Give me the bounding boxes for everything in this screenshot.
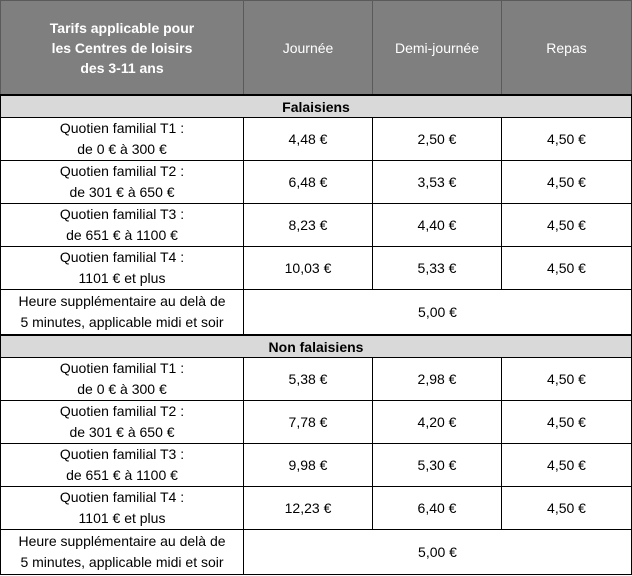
table-row — [1, 118, 632, 161]
row-label-line-1: Quotien familial T4 : — [59, 489, 185, 505]
row-label-line-2: 1101 € et plus — [78, 510, 166, 526]
row-label-cell — [1, 204, 244, 247]
extra-hour-price: 5,00 € — [244, 530, 632, 575]
row-label-line-2: de 0 € à 300 € — [77, 141, 167, 157]
cell-demi-journee: 6,40 € — [373, 487, 502, 530]
table-row — [1, 161, 632, 204]
row-label-line-1: Quotien familial T3 : — [59, 206, 185, 222]
cell-demi-journee: 2,98 € — [373, 358, 502, 401]
row-label-line-2: de 651 € à 1100 € — [66, 227, 178, 243]
cell-journee: 5,38 € — [244, 358, 373, 401]
table-row — [1, 204, 632, 247]
row-label-line-2: 1101 € et plus — [78, 270, 166, 286]
table-body — [1, 95, 632, 575]
cell-demi-journee: 4,20 € — [373, 401, 502, 444]
table-row — [1, 487, 632, 530]
section-title: Falaisiens — [1, 95, 632, 118]
column-header-journee: Journée — [244, 1, 373, 96]
row-label-line-2: de 651 € à 1100 € — [66, 467, 178, 483]
row-label-line-1: Quotien familial T2 : — [59, 163, 185, 179]
row-label-line-2: de 301 € à 650 € — [69, 184, 175, 200]
row-label-line-1: Quotien familial T2 : — [59, 403, 185, 419]
section-header-row — [1, 335, 632, 358]
cell-demi-journee: 5,33 € — [373, 247, 502, 290]
cell-repas: 4,50 € — [502, 118, 632, 161]
extra-hour-label-line-2: 5 minutes, applicable midi et soir — [20, 314, 224, 330]
cell-demi-journee: 2,50 € — [373, 118, 502, 161]
row-label-cell — [1, 118, 244, 161]
row-label-cell — [1, 161, 244, 204]
extra-hour-row — [1, 290, 632, 336]
extra-hour-label-line-1: Heure supplémentaire au delà de — [18, 293, 226, 309]
cell-repas: 4,50 € — [502, 487, 632, 530]
cell-journee: 9,98 € — [244, 444, 373, 487]
cell-demi-journee: 4,40 € — [373, 204, 502, 247]
row-label-cell — [1, 444, 244, 487]
extra-hour-price: 5,00 € — [244, 290, 632, 336]
cell-repas: 4,50 € — [502, 161, 632, 204]
extra-hour-label-line-2: 5 minutes, applicable midi et soir — [20, 554, 224, 570]
cell-repas: 4,50 € — [502, 401, 632, 444]
cell-journee: 8,23 € — [244, 204, 373, 247]
table-title-line-1: Tarifs applicable pour — [49, 19, 195, 36]
extra-hour-row — [1, 530, 632, 575]
row-label-line-1: Quotien familial T3 : — [59, 446, 185, 462]
row-label-cell — [1, 247, 244, 290]
table-header-row — [1, 1, 632, 96]
column-header-demi-journee: Demi-journée — [373, 1, 502, 96]
cell-repas: 4,50 € — [502, 247, 632, 290]
row-label-line-2: de 0 € à 300 € — [77, 381, 167, 397]
row-label-line-1: Quotien familial T1 : — [59, 120, 185, 136]
cell-repas: 4,50 € — [502, 444, 632, 487]
table-title-cell — [1, 1, 244, 96]
cell-journee: 12,23 € — [244, 487, 373, 530]
row-label-cell — [1, 358, 244, 401]
cell-journee: 4,48 € — [244, 118, 373, 161]
table-row — [1, 444, 632, 487]
table-row — [1, 247, 632, 290]
cell-journee: 10,03 € — [244, 247, 373, 290]
cell-demi-journee: 3,53 € — [373, 161, 502, 204]
extra-hour-label-line-1: Heure supplémentaire au delà de — [18, 533, 226, 549]
row-label-cell — [1, 487, 244, 530]
row-label-line-1: Quotien familial T4 : — [59, 249, 185, 265]
cell-repas: 4,50 € — [502, 358, 632, 401]
table-title-line-2: les Centres de loisirs — [51, 39, 193, 56]
cell-journee: 7,78 € — [244, 401, 373, 444]
table-row — [1, 401, 632, 444]
extra-hour-label-cell — [1, 530, 244, 575]
extra-hour-label-cell — [1, 290, 244, 336]
cell-repas: 4,50 € — [502, 204, 632, 247]
row-label-line-1: Quotien familial T1 : — [59, 360, 185, 376]
table-row — [1, 358, 632, 401]
column-header-repas: Repas — [502, 1, 632, 96]
section-title: Non falaisiens — [1, 335, 632, 358]
cell-demi-journee: 5,30 € — [373, 444, 502, 487]
cell-journee: 6,48 € — [244, 161, 373, 204]
row-label-line-2: de 301 € à 650 € — [69, 424, 175, 440]
section-header-row — [1, 95, 632, 118]
table-title-line-3: des 3-11 ans — [80, 59, 164, 76]
row-label-cell — [1, 401, 244, 444]
